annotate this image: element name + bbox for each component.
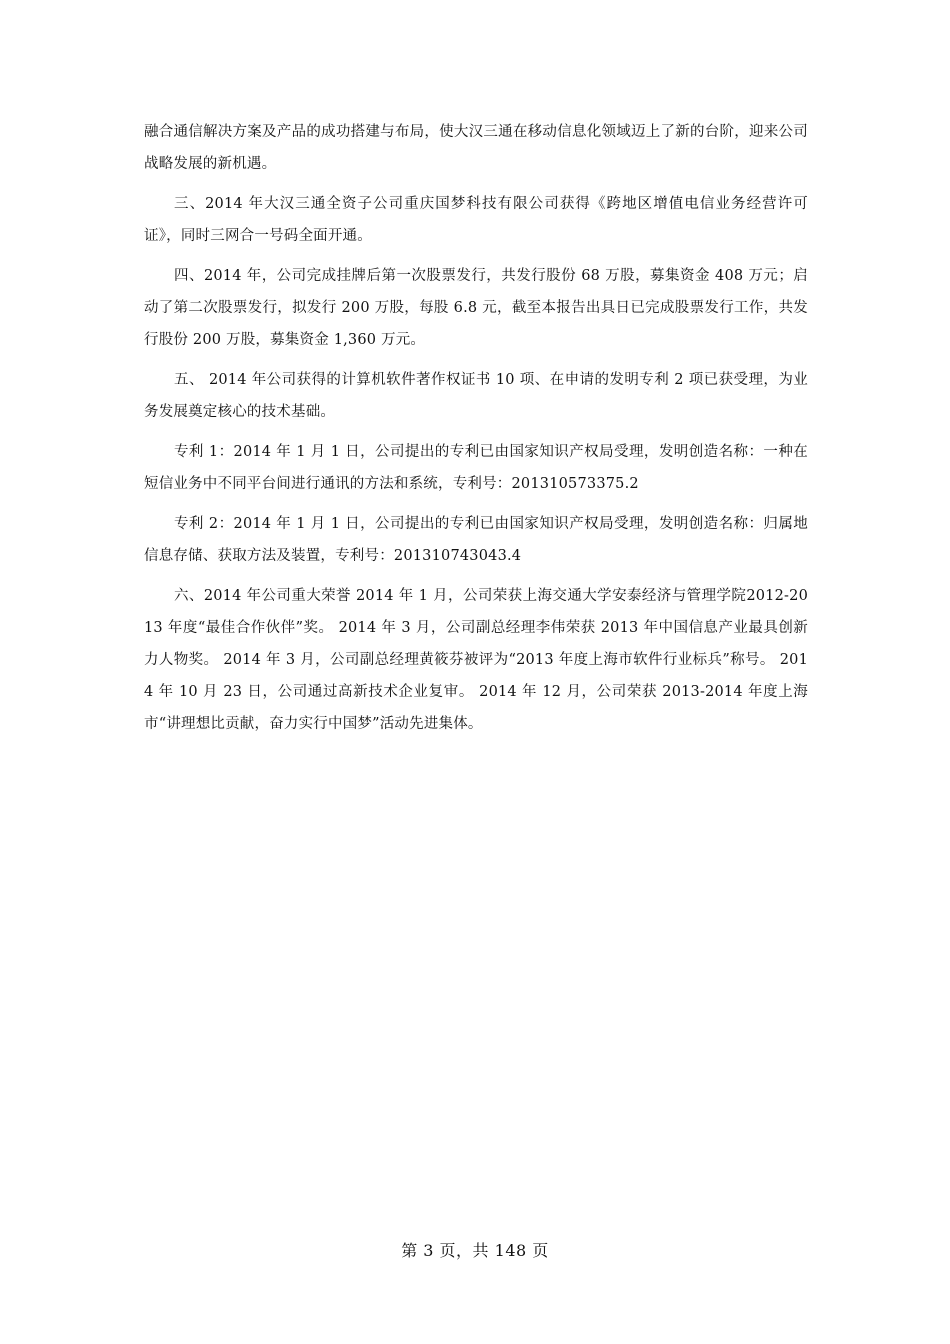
paragraph-item-4: 四、2014 年，公司完成挂牌后第一次股票发行，共发行股份 68 万股，募集资金 408 万元；启动了第二次股票发行，拟发行 200 万股，每股 6.8 元，截至本报告出具日已完成股票发行工作，共发行股份 200 万股，募集资金 1,360 万元。 [144, 268, 808, 348]
paragraph-patent-2: 专利 2：2014 年 1 月 1 日，公司提出的专利已由国家知识产权局受理，发明创造名称：归属地信息存储、获取方法及装置，专利号：201310743043.4 [144, 516, 808, 564]
document-body [144, 116, 808, 748]
paragraph-item-6: 六、2014 年公司重大荣誉 2014 年 1 月，公司荣获上海交通大学安泰经济与管理学院2012-2013 年度“最佳合作伙伴”奖。 2014 年 3 月，公司副总经理李伟荣获 2013 年中国信息产业最具创新力人物奖。 2014 年 3 月，公司副总经理黄筱芬被评为“2013 年度上海市软件行业标兵”称号。 2014 年 10 月 23 日，公司通过高新技术企业复审。 2014 年 12 月，公司荣获 2013-2014 年度上海市“讲理想比贡献，奋力实行中国梦”活动先进集体。 [144, 588, 808, 732]
paragraph-item-3: 三、2014 年大汉三通全资子公司重庆国梦科技有限公司获得《跨地区增值电信业务经营许可证》，同时三网合一号码全面开通。 [144, 196, 808, 244]
page-number-footer: 第 3 页，共 148 页 [401, 1241, 549, 1260]
paragraph-patent-1: 专利 1：2014 年 1 月 1 日，公司提出的专利已由国家知识产权局受理，发明创造名称：一种在短信业务中不同平台间进行通讯的方法和系统，专利号：201310573375.2 [144, 444, 808, 492]
paragraph-continuation: 融合通信解决方案及产品的成功搭建与布局，使大汉三通在移动信息化领域迈上了新的台阶，迎来公司战略发展的新机遇。 [144, 124, 808, 172]
paragraph-item-5: 五、 2014 年公司获得的计算机软件著作权证书 10 项、在申请的发明专利 2 项已获受理，为业务发展奠定核心的技术基础。 [144, 372, 808, 420]
